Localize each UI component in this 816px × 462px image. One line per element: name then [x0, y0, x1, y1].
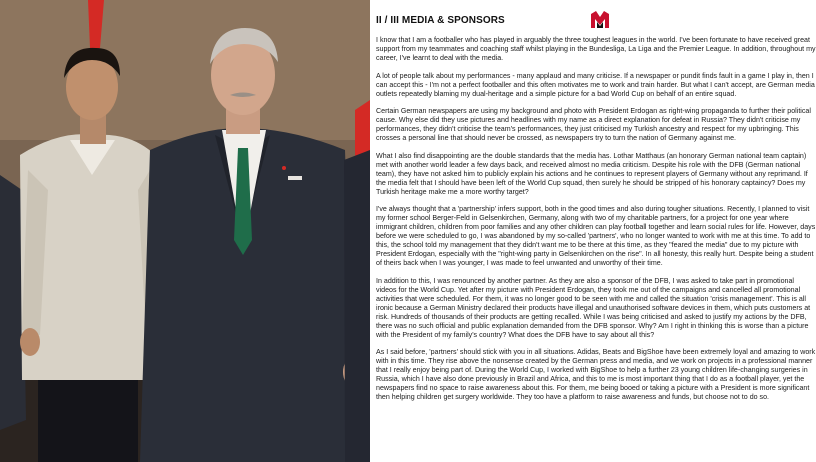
photo-panel [0, 0, 370, 462]
photo-illustration [0, 0, 370, 462]
statement-panel [370, 0, 816, 462]
logo-icon [588, 8, 612, 32]
paragraph-7: As I said before, 'partners' should stick with you in all situations. Adidas, Beats and BigShoe have been extremely loyal and amazing to work with in this time. They rise above the nonsense created by the German press and media, and we work on projects in a professional manner that I really enjoy being part of. During the World Cup, I worked with BigShoe to help a further 23 young children life-changing surgeries in Russia, which I have also done previously in Brazil and Africa, and this to me is most important thing that I do as a football player, yet the newspapers find no space to raise awareness about this. For them, me being booed or taking a picture with a President is more significant then helping children get surgery worldwide. They too have a platform to raise awareness and funds, but choose not to do so. [376, 348, 816, 401]
paragraph-2: A lot of people talk about my performances - many applaud and many criticise. If a newspaper or pundit finds fault in a game I play in, then I can accept this - I'm not a perfect footballer and this often motivates me to work and train harder. But what I can't accept, are German media outlets repeatedly blaming my dual-heritage and a simple picture for a bad World Cup on behalf of an entire squad. [376, 71, 815, 98]
paragraph-3: Certain German newspapers are using my background and photo with President Erdogan as right-wing propaganda to further their political cause. Why else did they use pictures and headlines with my name as a direct explanation for defeat in Russia? They didn't criticise my performances, they didn't criticise the team's performances, they just criticised my Turkish ancestry and respect for my upbringing. This crosses a personal line that should never be crossed, as newspapers try to turn the nation of Germany against me. [376, 107, 811, 142]
paragraph-6: In addition to this, I was renounced by another partner. As they are also a sponsor of the DFB, I was asked to take part in promotional videos for the World Cup. Yet after my picture with President Erdogan, they took me out of the campaigns and cancelled all promotional activities that were scheduled. For them, it was no longer good to be seen with me and called the situation 'crisis management'. This is all ironic because a German Ministry declared their products have illegal and unauthorised software devices in them, which puts customers at risk. Hundreds of thousands of their products are getting recalled. While I was being criticised and asked to justify my actions by the DFB, there was no such official and public explanation demanded from the DFB sponsor. Why? Am I right in thinking this is worse than a picture with the President of my family's country? What does the DFB have to say about all this? [376, 276, 811, 339]
section-heading: II / III MEDIA & SPONSORS [376, 15, 505, 26]
paragraph-5: I've always thought that a 'partnership' infers support, both in the good times and also during tougher situations. Recently, I planned to visit my former school Berger-Feld in Gelsenkirchen, Germany, along with two of my charitable partners, for a project for one year where immigrant children, children from poor families and any other children can play football together and learn social rules for life. However, days before we were scheduled to go, I was abandoned by my so-called 'partners', who no longer wanted to work with me at this time. To add to this, the school told my management that they didn't want me to be there at this time, as they "feared the media" due to my picture with President Erdogan, especially with the "right-wing party in Gelsenkirchen on the rise". In all honesty, this really hurt. Despite being a student of theirs back when I was younger, I was made to feel unwanted and unworthy of their time. [376, 205, 816, 267]
paragraph-1: I know that I am a footballer who has played in arguably the three toughest leagues in the world. I've been fortunate to have received great support from my teammates and coaching staff whilst playing in the Bundesliga, La Liga and the Premier League. In addition, throughout my career, I've learnt to deal with the media. [376, 36, 816, 62]
statement-body [376, 36, 816, 411]
paragraph-4: What I also find disappointing are the double standards that the media has. Lothar Matthaus (an honorary German national team captain) met with another world leader a few days back, and received almost no media criticism. Despite his role with the DFB (German national team), they have not asked him to publicly explain his actions and he continues to represent players of Germany without any reprimand. If the media felt that I should have been left of the World Cup squad, then surely he should be stripped of his honorary captaincy? Does my Turkish heritage make me a more worthy target? [376, 151, 808, 196]
